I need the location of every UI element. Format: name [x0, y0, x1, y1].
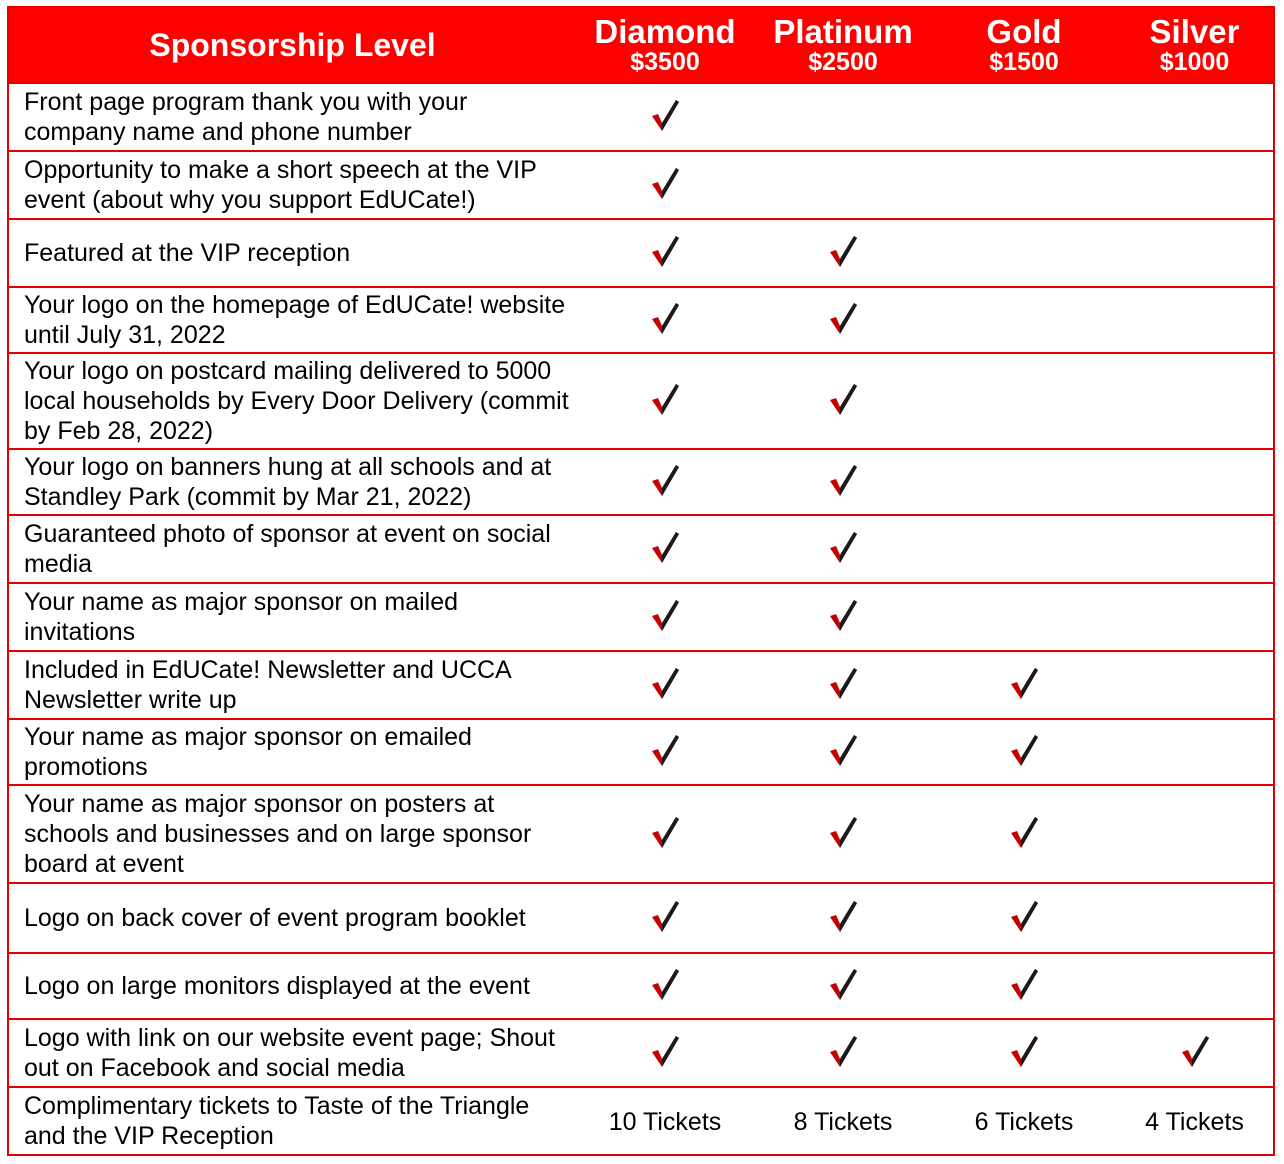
benefit-label: Front page program thank you with your company name and phone number [8, 83, 576, 151]
checkmark-icon [650, 967, 680, 1001]
benefit-row [8, 353, 1274, 449]
level-cell-silver [1116, 883, 1274, 953]
level-cell-silver [1116, 719, 1274, 785]
level-cell-diamond [576, 353, 754, 449]
checkmark-icon [828, 733, 858, 767]
sponsorship-table-container [7, 6, 1273, 1156]
level-cell-platinum [754, 651, 932, 719]
checkmark-icon [828, 382, 858, 416]
level-price: $1500 [989, 47, 1059, 76]
level-cell-silver [1116, 287, 1274, 353]
level-cell-silver [1116, 83, 1274, 151]
checkmark-icon [1009, 666, 1039, 700]
benefit-row [8, 583, 1274, 651]
level-heading-silver [1116, 7, 1274, 83]
checkmark-icon [828, 666, 858, 700]
level-cell-diamond [576, 515, 754, 583]
tickets-platinum: 8 Tickets [754, 1087, 932, 1155]
level-price: $2500 [808, 47, 878, 76]
level-name: Diamond [594, 12, 736, 50]
benefit-label: Your logo on postcard mailing delivered to 5000 local households by Every Door Delivery (commit by Feb 28, 2022) [8, 353, 576, 449]
checkmark-icon [650, 234, 680, 268]
level-cell-gold [932, 651, 1116, 719]
checkmark-icon [1009, 815, 1039, 849]
benefit-label: Opportunity to make a short speech at the VIP event (about why you support EdUCate!) [8, 151, 576, 219]
benefit-rows [8, 83, 1274, 1087]
checkmark-icon [650, 301, 680, 335]
level-cell-gold [932, 151, 1116, 219]
tickets-diamond: 10 Tickets [576, 1087, 754, 1155]
level-cell-diamond [576, 583, 754, 651]
level-cell-platinum [754, 583, 932, 651]
header-row [8, 7, 1274, 83]
tickets-feature-label: Complimentary tickets to Taste of the Triangle and the VIP Reception [8, 1087, 576, 1155]
checkmark-icon [1180, 1034, 1210, 1068]
benefit-row [8, 651, 1274, 719]
benefit-row [8, 1019, 1274, 1087]
level-cell-platinum [754, 219, 932, 287]
level-cell-gold [932, 785, 1116, 883]
level-cell-gold [932, 719, 1116, 785]
level-cell-gold [932, 583, 1116, 651]
level-cell-gold [932, 83, 1116, 151]
level-cell-diamond [576, 785, 754, 883]
level-cell-platinum [754, 83, 932, 151]
level-cell-platinum [754, 883, 932, 953]
level-cell-silver [1116, 449, 1274, 515]
level-cell-platinum [754, 719, 932, 785]
level-cell-platinum [754, 151, 932, 219]
level-cell-diamond [576, 883, 754, 953]
benefit-label: Logo on back cover of event program booklet [8, 883, 576, 953]
level-cell-gold [932, 449, 1116, 515]
level-cell-gold [932, 1019, 1116, 1087]
tickets-section [8, 1087, 1274, 1155]
benefit-label: Your logo on banners hung at all schools and at Standley Park (commit by Mar 21, 2022) [8, 449, 576, 515]
level-cell-silver [1116, 219, 1274, 287]
level-cell-silver [1116, 583, 1274, 651]
level-cell-gold [932, 883, 1116, 953]
level-cell-diamond [576, 651, 754, 719]
level-cell-silver [1116, 785, 1274, 883]
benefit-label: Your name as major sponsor on posters at schools and businesses and on large sponsor board at event [8, 785, 576, 883]
level-cell-diamond [576, 953, 754, 1019]
benefit-label: Your name as major sponsor on mailed invitations [8, 583, 576, 651]
level-cell-gold [932, 953, 1116, 1019]
tickets-row [8, 1087, 1274, 1155]
level-cell-diamond [576, 151, 754, 219]
level-cell-platinum [754, 353, 932, 449]
level-cell-gold [932, 515, 1116, 583]
level-cell-platinum [754, 287, 932, 353]
level-cell-diamond [576, 719, 754, 785]
benefit-row [8, 883, 1274, 953]
checkmark-icon [1009, 967, 1039, 1001]
level-price: $3500 [630, 47, 700, 76]
benefit-label: Your logo on the homepage of EdUCate! website until July 31, 2022 [8, 287, 576, 353]
benefit-label: Guaranteed photo of sponsor at event on social media [8, 515, 576, 583]
checkmark-icon [650, 598, 680, 632]
benefit-row [8, 83, 1274, 151]
checkmark-icon [828, 301, 858, 335]
benefit-row [8, 953, 1274, 1019]
level-cell-platinum [754, 515, 932, 583]
checkmark-icon [828, 234, 858, 268]
benefit-row [8, 719, 1274, 785]
level-cell-diamond [576, 287, 754, 353]
level-heading-platinum [754, 7, 932, 83]
checkmark-icon [650, 530, 680, 564]
checkmark-icon [650, 666, 680, 700]
checkmark-icon [828, 815, 858, 849]
level-cell-gold [932, 353, 1116, 449]
level-cell-diamond [576, 83, 754, 151]
sponsorship-level-heading [8, 7, 576, 83]
level-cell-silver [1116, 651, 1274, 719]
level-heading-gold [932, 7, 1116, 83]
level-cell-platinum [754, 449, 932, 515]
benefit-label: Your name as major sponsor on emailed promotions [8, 719, 576, 785]
checkmark-icon [1009, 733, 1039, 767]
checkmark-icon [828, 899, 858, 933]
checkmark-icon [650, 382, 680, 416]
level-cell-platinum [754, 785, 932, 883]
level-heading-diamond [576, 7, 754, 83]
benefit-label: Logo on large monitors displayed at the event [8, 953, 576, 1019]
benefit-row [8, 151, 1274, 219]
benefit-label: Logo with link on our website event page; Shout out on Facebook and social media [8, 1019, 576, 1087]
benefit-row [8, 219, 1274, 287]
level-cell-platinum [754, 1019, 932, 1087]
benefit-row [8, 449, 1274, 515]
checkmark-icon [828, 967, 858, 1001]
level-cell-silver [1116, 353, 1274, 449]
checkmark-icon [1009, 899, 1039, 933]
checkmark-icon [650, 899, 680, 933]
header-title: Sponsorship Level [149, 26, 436, 63]
benefit-row [8, 515, 1274, 583]
checkmark-icon [650, 98, 680, 132]
level-cell-diamond [576, 219, 754, 287]
checkmark-icon [650, 733, 680, 767]
level-name: Platinum [773, 12, 913, 50]
level-cell-silver [1116, 515, 1274, 583]
level-cell-diamond [576, 1019, 754, 1087]
level-cell-silver [1116, 1019, 1274, 1087]
checkmark-icon [828, 1034, 858, 1068]
benefit-label: Featured at the VIP reception [8, 219, 576, 287]
tickets-gold: 6 Tickets [932, 1087, 1116, 1155]
level-price: $1000 [1159, 47, 1230, 76]
level-cell-diamond [576, 449, 754, 515]
benefit-row [8, 287, 1274, 353]
checkmark-icon [650, 1034, 680, 1068]
level-cell-platinum [754, 953, 932, 1019]
level-cell-silver [1116, 151, 1274, 219]
checkmark-icon [828, 530, 858, 564]
level-name: Silver [1149, 12, 1240, 50]
level-cell-gold [932, 219, 1116, 287]
checkmark-icon [650, 463, 680, 497]
sponsorship-table [7, 6, 1275, 1156]
checkmark-icon [650, 166, 680, 200]
tickets-silver: 4 Tickets [1116, 1087, 1274, 1155]
checkmark-icon [828, 598, 858, 632]
checkmark-icon [1009, 1034, 1039, 1068]
checkmark-icon [650, 815, 680, 849]
checkmark-icon [828, 463, 858, 497]
benefit-row [8, 785, 1274, 883]
level-cell-gold [932, 287, 1116, 353]
benefit-label: Included in EdUCate! Newsletter and UCCA Newsletter write up [8, 651, 576, 719]
level-cell-silver [1116, 953, 1274, 1019]
level-name: Gold [986, 12, 1062, 50]
